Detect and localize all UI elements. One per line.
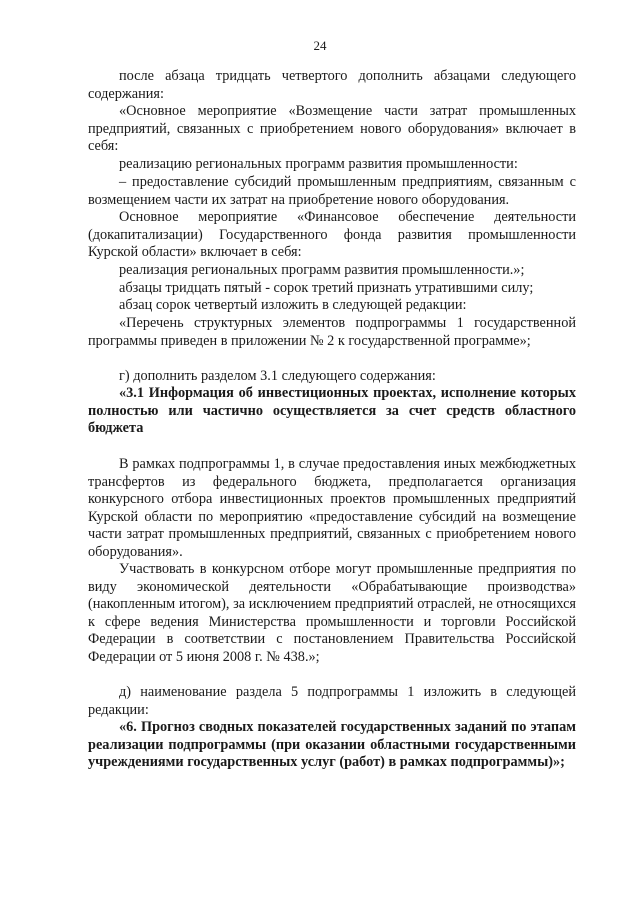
page-number: 24	[313, 38, 327, 53]
paragraph-item-d: д) наименование раздела 5 подпрограммы 1 изложить в следующей редакции:	[88, 684, 576, 718]
paragraph-participants: Участвовать в конкурсном отборе могут промышленные предприятия по виду экономической деятельности «Обрабатывающие производства» (накопленным итогом), за исключением предприятий отраслей, не относящихся к сфере ведения Министерства промышленности и торговли Российской Федерации в соответствии с постановлением Правительства Российской Федерации от 5 июня 2008 г. № 438.»;	[88, 561, 576, 665]
paragraph-main-measure-2: Основное мероприятие «Финансовое обеспечение деятельности (докапитализации) Государственного фонда развития промышленности Курской области» включает в себя:	[88, 209, 576, 260]
section-6-heading: «6. Прогноз сводных показателей государственных заданий по этапам реализации подпрограммы (при оказании областными государственными учреждениями государственных услуг (работ) в рамках подпрограммы)»;	[88, 719, 576, 770]
paragraph-subsidies: – предоставление субсидий промышленным предприятиям, связанным с возмещением части их затрат на приобретение нового оборудования.	[88, 174, 576, 208]
paragraph-invalidate: абзацы тридцать пятый - сорок третий признать утратившими силу;	[119, 280, 534, 296]
section-3-1-heading: «3.1 Информация об инвестиционных проектах, исполнение которых полностью или частично осуществляется за счет средств областного бюджета	[88, 385, 576, 436]
paragraph-regional-programs-2: реализация региональных программ развития промышленности.»;	[119, 262, 525, 278]
paragraph-framework: В рамках подпрограммы 1, в случае предоставления иных межбюджетных трансфертов из федерального бюджета, предполагается организация конкурсного отбора инвестиционных проектов промышленных предприятий Курской области по мероприятию «предоставление субсидий на возмещение части затрат промышленных предприятий, связанных с приобретением нового оборудования».	[88, 456, 576, 560]
paragraph-44th: абзац сорок четвертый изложить в следующей редакции:	[119, 297, 467, 313]
paragraph-regional-programs: реализацию региональных программ развития промышленности:	[119, 156, 518, 172]
paragraph-item-g: г) дополнить разделом 3.1 следующего содержания:	[119, 368, 436, 384]
paragraph-main-measure-1: «Основное мероприятие «Возмещение части затрат промышленных предприятий, связанных с приобретением нового оборудования» включает в себя:	[88, 103, 576, 154]
paragraph-intro: после абзаца тридцать четвертого дополнить абзацами следующего содержания:	[88, 68, 576, 102]
paragraph-list: «Перечень структурных элементов подпрограммы 1 государственной программы приведен в приложении № 2 к государственной программе»;	[88, 315, 576, 349]
